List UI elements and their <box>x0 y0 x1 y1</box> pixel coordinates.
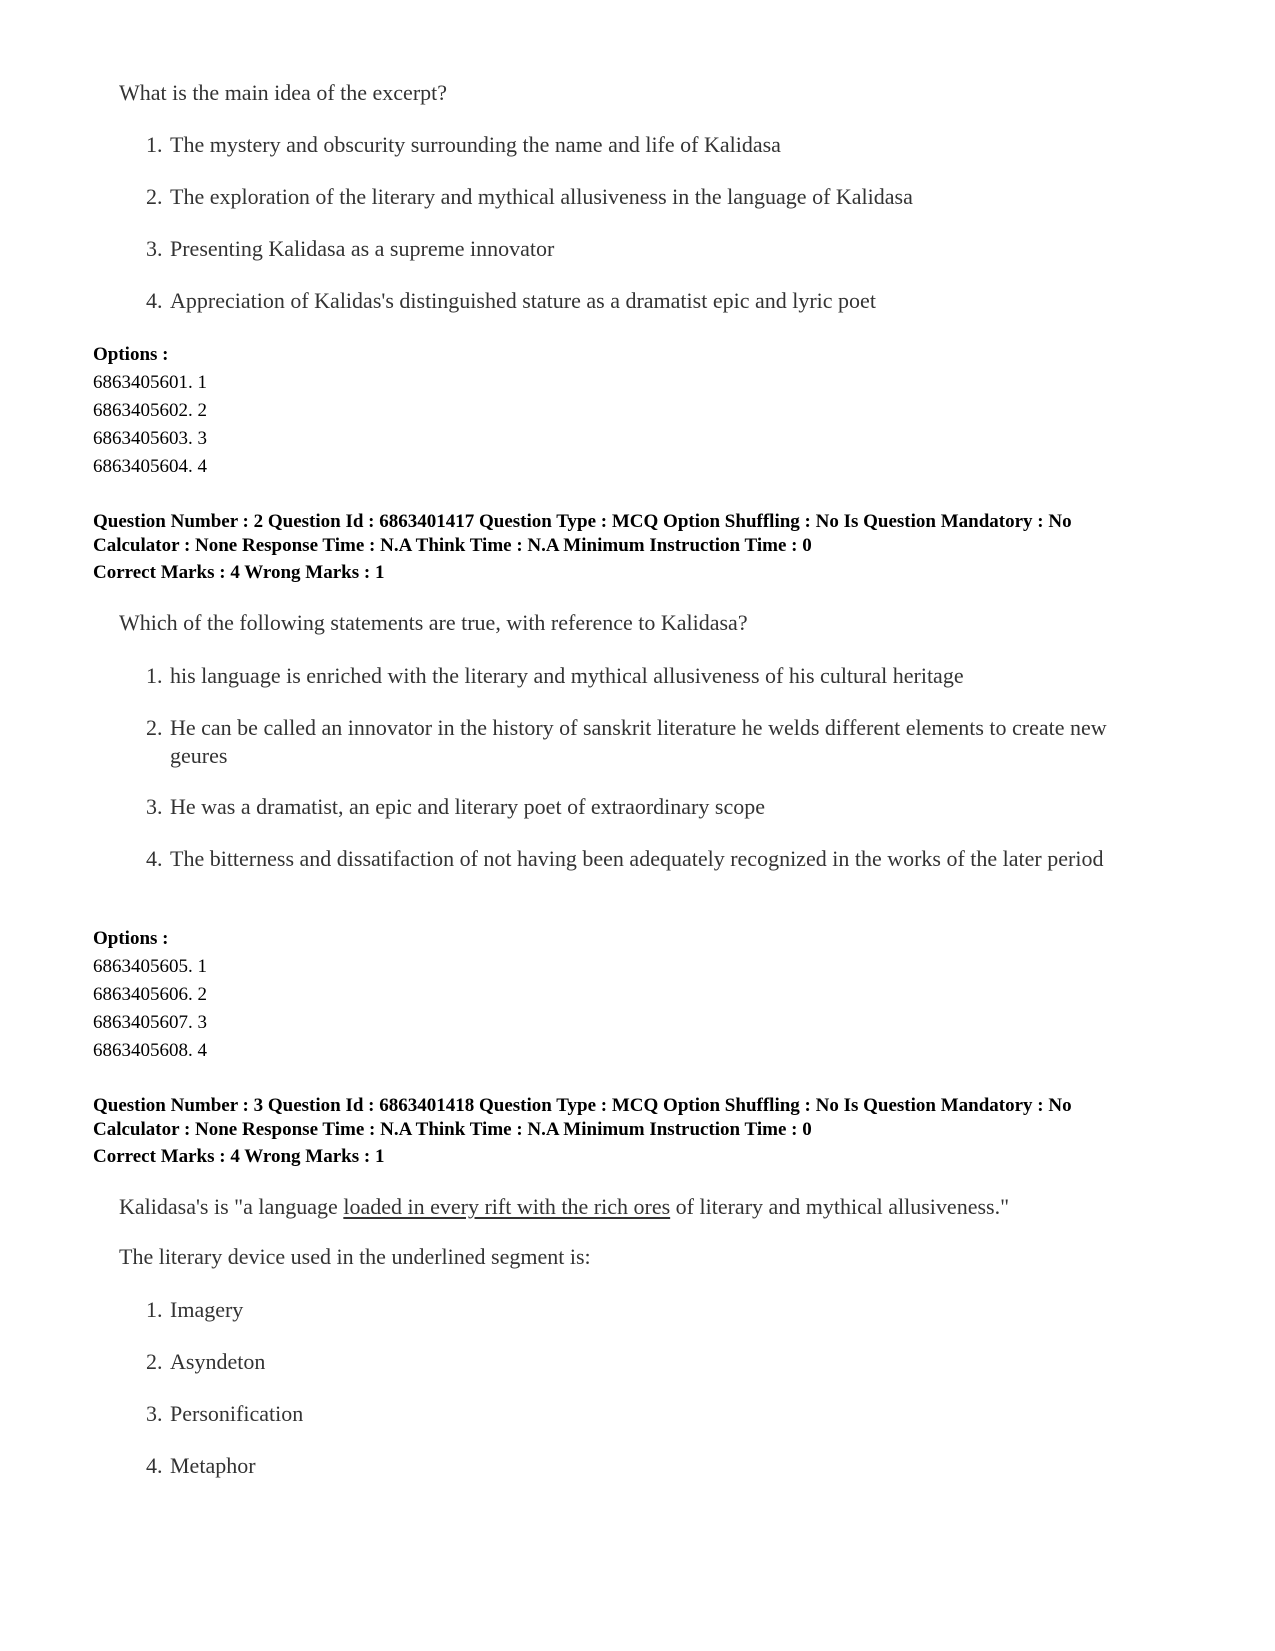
q2-question-text: Which of the following statements are true, with reference to Kalidasa? <box>119 610 748 635</box>
choice-text: Imagery <box>170 1297 244 1322</box>
q1-option-2: 6863405602. 2 <box>93 400 207 421</box>
q1-choice-4 <box>146 287 1156 315</box>
q1-options-label: Options : <box>93 344 169 365</box>
choice-number: 3. <box>146 236 163 261</box>
q2-option-2: 6863405606. 2 <box>93 984 207 1005</box>
q1-choice-3 <box>146 235 1156 263</box>
q3-choice-1 <box>146 1296 1156 1324</box>
q3-meta-line-2: Calculator : None Response Time : N.A Think Time : N.A Minimum Instruction Time : 0 <box>93 1119 812 1140</box>
quote-underlined: loaded in every rift with the rich ores <box>343 1194 671 1219</box>
q2-choice-4 <box>146 845 1156 873</box>
q1-option-4: 6863405604. 4 <box>93 456 207 477</box>
choice-number: 4. <box>146 1453 163 1478</box>
choice-number: 3. <box>146 794 163 819</box>
choice-number: 4. <box>146 288 163 313</box>
q2-option-1: 6863405605. 1 <box>93 956 207 977</box>
choice-number: 1. <box>146 1297 163 1322</box>
choice-text: He can be called an innovator in the history of sanskrit literature he welds different elements to create new geures <box>170 715 1107 768</box>
choice-text: The bitterness and dissatifaction of not having been adequately recognized in the works of the later period <box>170 846 1104 871</box>
q3-question-text: The literary device used in the underlined segment is: <box>119 1244 591 1269</box>
q1-option-1: 6863405601. 1 <box>93 372 207 393</box>
choice-text: Asyndeton <box>170 1349 266 1374</box>
choice-text: Appreciation of Kalidas's distinguished stature as a dramatist epic and lyric poet <box>170 288 876 313</box>
choice-text: The mystery and obscurity surrounding the name and life of Kalidasa <box>170 132 781 157</box>
q2-option-4: 6863405608. 4 <box>93 1040 207 1061</box>
choice-text: He was a dramatist, an epic and literary poet of extraordinary scope <box>170 794 765 819</box>
q2-marks: Correct Marks : 4 Wrong Marks : 1 <box>93 562 385 583</box>
choice-number: 3. <box>146 1401 163 1426</box>
quote-post: of literary and mythical allusiveness." <box>670 1194 1010 1219</box>
choice-number: 2. <box>146 184 163 209</box>
q3-meta-line-1: Question Number : 3 Question Id : 6863401418 Question Type : MCQ Option Shuffling : No Is Question Mandatory : No <box>93 1095 1072 1116</box>
q2-choice-1 <box>146 662 1156 690</box>
q3-choice-4 <box>146 1452 1156 1480</box>
choice-text: The exploration of the literary and mythical allusiveness in the language of Kalidasa <box>170 184 913 209</box>
q3-choice-3 <box>146 1400 1156 1428</box>
q2-option-3: 6863405607. 3 <box>93 1012 207 1033</box>
choice-text: Personification <box>170 1401 304 1426</box>
choice-number: 1. <box>146 663 163 688</box>
q3-choice-2 <box>146 1348 1156 1376</box>
q1-question-text: What is the main idea of the excerpt? <box>119 80 448 105</box>
choice-number: 1. <box>146 132 163 157</box>
choice-text: Metaphor <box>170 1453 256 1478</box>
q2-choice-2 <box>146 714 1156 770</box>
q3-marks: Correct Marks : 4 Wrong Marks : 1 <box>93 1146 385 1167</box>
q2-meta-line-2: Calculator : None Response Time : N.A Think Time : N.A Minimum Instruction Time : 0 <box>93 535 812 556</box>
q1-choice-1 <box>146 131 1156 159</box>
q1-option-3: 6863405603. 3 <box>93 428 207 449</box>
q2-choice-3 <box>146 793 1156 821</box>
choice-number: 2. <box>146 1349 163 1374</box>
q2-meta-line-1: Question Number : 2 Question Id : 6863401417 Question Type : MCQ Option Shuffling : No Is Question Mandatory : No <box>93 511 1072 532</box>
choice-text: Presenting Kalidasa as a supreme innovator <box>170 236 555 261</box>
choice-number: 2. <box>146 715 163 740</box>
q2-options-label: Options : <box>93 928 169 949</box>
q1-choice-2 <box>146 183 1156 211</box>
choice-number: 4. <box>146 846 163 871</box>
choice-text: his language is enriched with the literary and mythical allusiveness of his cultural heritage <box>170 663 964 688</box>
quote-pre: Kalidasa's is "a language <box>119 1194 344 1219</box>
q3-quote <box>119 1194 1009 1220</box>
